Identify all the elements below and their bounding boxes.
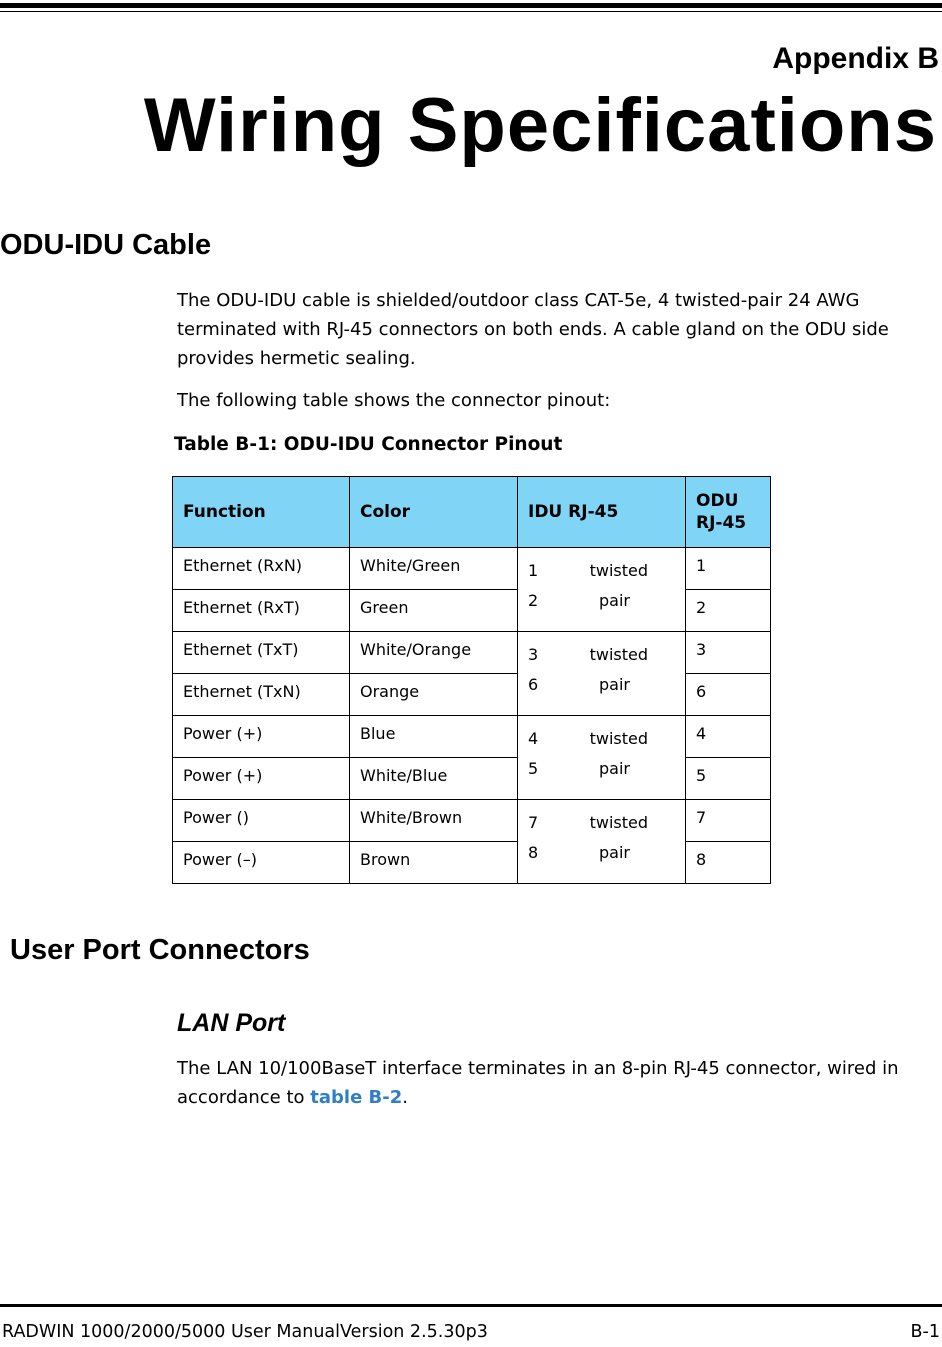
cell-odu: 8 [686, 842, 771, 884]
cell-odu: 5 [686, 758, 771, 800]
footer-rule [0, 1304, 942, 1307]
cell-function: Ethernet (RxN) [173, 548, 350, 590]
lan-text-end: . [402, 1087, 409, 1108]
cell-color: White/Green [350, 548, 518, 590]
pair-word: twisted [589, 813, 648, 832]
cell-odu: 4 [686, 716, 771, 758]
pair-pin: 2 [528, 591, 539, 610]
table-row [173, 716, 771, 758]
section-heading-odu-idu-cable: ODU-IDU Cable [0, 229, 212, 261]
cell-function: Power (+) [173, 716, 350, 758]
lan-text: The LAN 10/100BaseT interface terminates in an 8-pin RJ-45 connector, wired in accordance to [177, 1058, 899, 1108]
pair-word: pair [599, 591, 630, 610]
subsection-heading-lan-port: LAN Port [177, 1009, 286, 1037]
pair-word: twisted [589, 561, 648, 580]
odu-idu-description: The ODU-IDU cable is shielded/outdoor class CAT-5e, 4 twisted-pair 24 AWG terminated with RJ-45 connectors on both ends. A cable gland on the ODU side provides hermetic sealing. [177, 290, 889, 369]
pair-pin: 6 [528, 675, 539, 694]
table-row [173, 632, 771, 674]
pair-pin: 3 [528, 645, 539, 664]
cell-function: Ethernet (TxT) [173, 632, 350, 674]
column-header-idu: IDU RJ-45 [518, 477, 686, 548]
cell-color: Green [350, 590, 518, 632]
section-heading-user-port-connectors: User Port Connectors [10, 934, 310, 966]
cell-odu: 7 [686, 800, 771, 842]
cell-odu: 2 [686, 590, 771, 632]
column-header-odu [686, 477, 771, 548]
footer-page-number: B-1 [910, 1322, 940, 1342]
cell-color: Orange [350, 674, 518, 716]
header-rule-thin [0, 11, 942, 12]
header-rule-thick [0, 3, 942, 8]
column-header-odu-line2: RJ-45 [696, 513, 747, 533]
cell-idu-pair [518, 800, 686, 884]
table-caption: Table B-1: ODU-IDU Connector Pinout [174, 434, 563, 455]
cell-function: Ethernet (TxN) [173, 674, 350, 716]
pair-pin: 8 [528, 843, 539, 862]
cell-odu: 1 [686, 548, 771, 590]
cell-color: White/Orange [350, 632, 518, 674]
footer-manual-version: RADWIN 1000/2000/5000 User ManualVersion 2.5.30p3 [2, 1322, 488, 1342]
cell-function: Power (+) [173, 758, 350, 800]
pair-word: twisted [589, 729, 648, 748]
pair-word: pair [599, 843, 630, 862]
table-header-row [173, 477, 771, 548]
column-header-odu-line1: ODU [696, 491, 739, 511]
appendix-label: Appendix B [772, 42, 939, 75]
cell-odu: 6 [686, 674, 771, 716]
table-intro-text: The following table shows the connector pinout: [177, 390, 611, 411]
column-header-color: Color [350, 477, 518, 548]
table-row [173, 548, 771, 590]
connector-pinout-table [172, 476, 771, 884]
cell-function: Ethernet (RxT) [173, 590, 350, 632]
cell-color: White/Brown [350, 800, 518, 842]
pair-word: pair [599, 759, 630, 778]
chapter-title: Wiring Specifications [143, 83, 937, 168]
pair-pin: 1 [528, 561, 539, 580]
cell-color: White/Blue [350, 758, 518, 800]
table-row [173, 800, 771, 842]
cell-idu-pair [518, 548, 686, 632]
table-b2-link[interactable]: table B-2 [310, 1087, 403, 1108]
pair-pin: 5 [528, 759, 539, 778]
cell-color: Brown [350, 842, 518, 884]
column-header-function: Function [173, 477, 350, 548]
lan-port-description [177, 1054, 939, 1112]
cell-function: Power (–) [173, 842, 350, 884]
pair-pin: 4 [528, 729, 539, 748]
pair-pin: 7 [528, 813, 539, 832]
cell-color: Blue [350, 716, 518, 758]
cell-odu: 3 [686, 632, 771, 674]
cell-idu-pair [518, 632, 686, 716]
pair-word: twisted [589, 645, 648, 664]
cell-idu-pair [518, 716, 686, 800]
pair-word: pair [599, 675, 630, 694]
cell-function: Power () [173, 800, 350, 842]
